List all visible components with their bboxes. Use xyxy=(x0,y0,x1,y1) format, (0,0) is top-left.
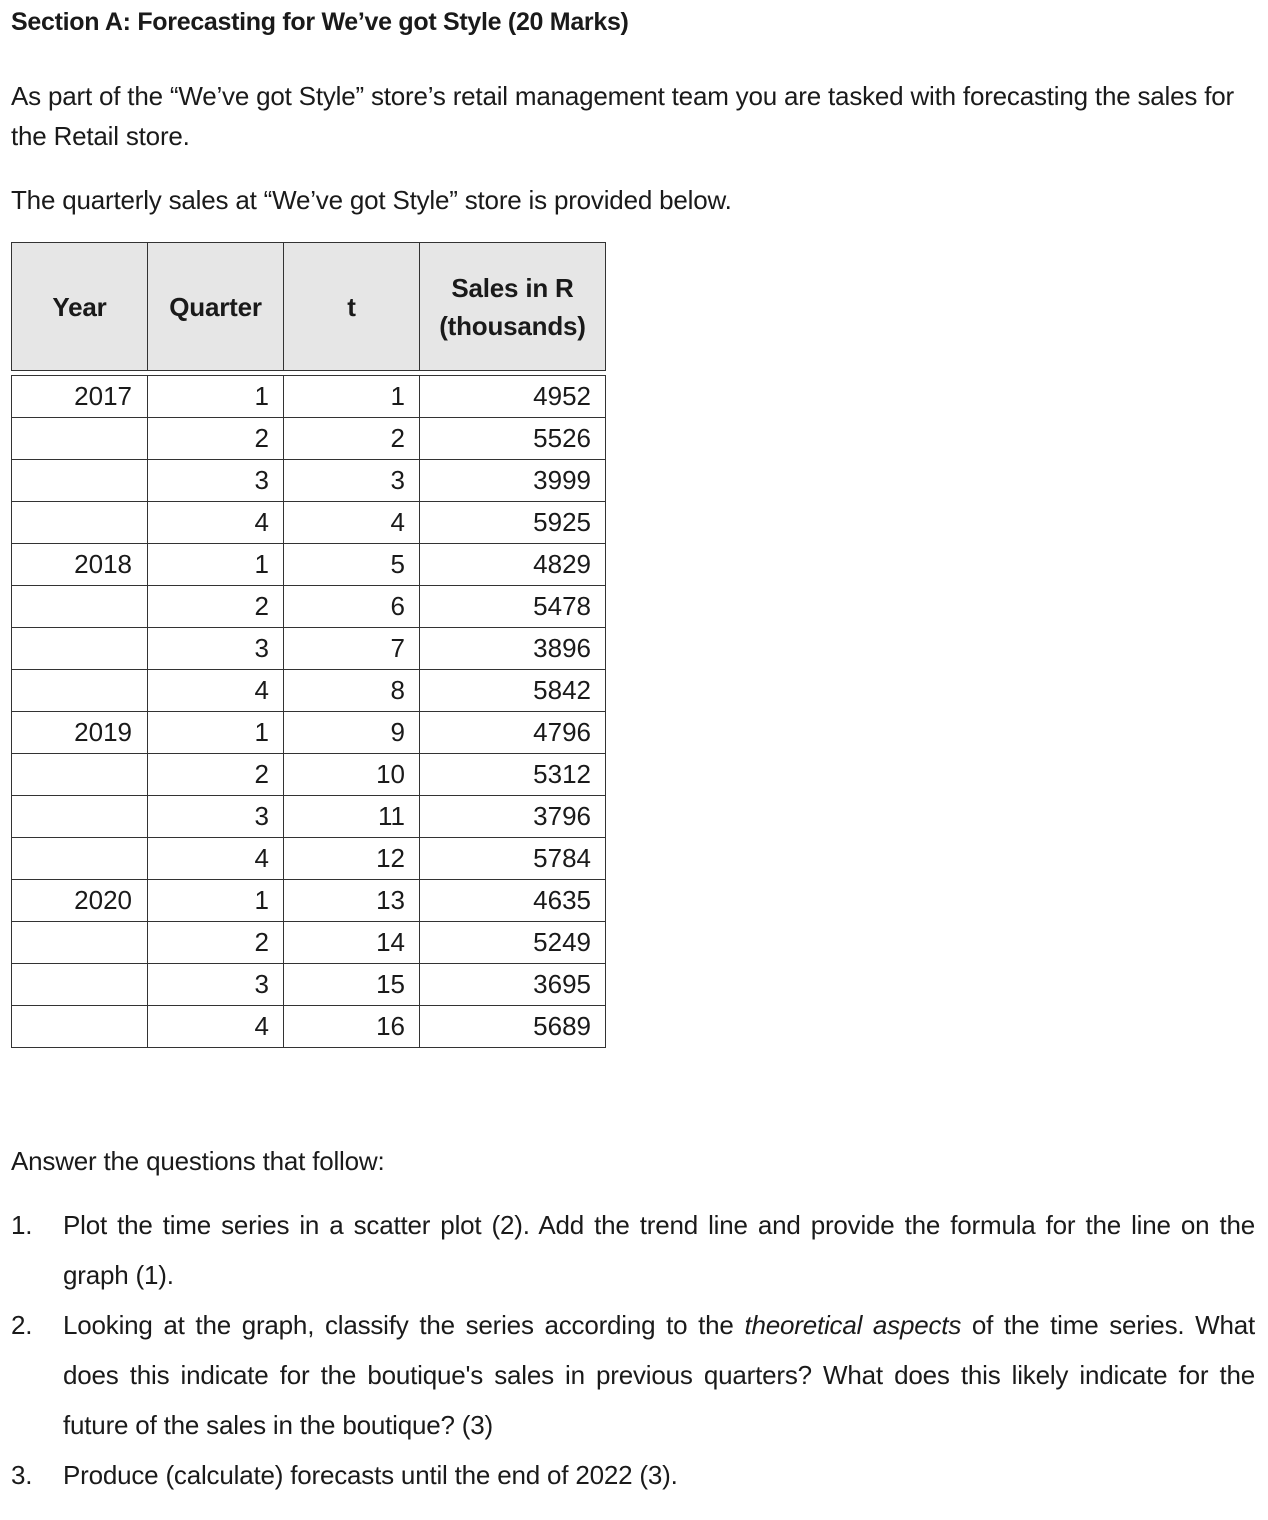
answer-intro: Answer the questions that follow: xyxy=(11,1146,385,1176)
question-text-emphasis: theoretical aspects xyxy=(744,1310,962,1340)
cell-quarter: 1 xyxy=(148,712,284,754)
table-row xyxy=(12,460,606,502)
question-text-after: of the time series. What does this indicate for the boutique's sales in previous quarters? What does this likely indicate for the future of the sales in the boutique? (3) xyxy=(63,1310,1256,1440)
cell-sales: 4952 xyxy=(420,376,606,418)
cell-quarter: 4 xyxy=(148,670,284,712)
cell-quarter: 3 xyxy=(148,796,284,838)
cell-t: 6 xyxy=(284,586,420,628)
intro-paragraph: As part of the “We’ve got Style” store’s retail management team you are tasked with forecasting the sales for the Retail store. xyxy=(11,81,1234,151)
table-row xyxy=(12,880,606,922)
question-item xyxy=(11,1450,1255,1500)
table-row xyxy=(12,586,606,628)
question-item xyxy=(11,1200,1255,1300)
cell-sales: 3796 xyxy=(420,796,606,838)
cell-quarter: 2 xyxy=(148,754,284,796)
header-year: Year xyxy=(12,243,148,371)
cell-sales: 5312 xyxy=(420,754,606,796)
header-sales-line2: (thousands) xyxy=(439,310,586,341)
cell-sales: 5842 xyxy=(420,670,606,712)
cell-t: 7 xyxy=(284,628,420,670)
table-row xyxy=(12,502,606,544)
cell-year: 2020 xyxy=(12,880,148,922)
header-quarter: Quarter xyxy=(148,243,284,371)
table-body xyxy=(12,371,606,1048)
cell-t: 10 xyxy=(284,754,420,796)
table-row xyxy=(12,544,606,586)
cell-sales: 5249 xyxy=(420,922,606,964)
cell-t: 14 xyxy=(284,922,420,964)
cell-t: 4 xyxy=(284,502,420,544)
cell-t: 16 xyxy=(284,1006,420,1048)
cell-sales: 5478 xyxy=(420,586,606,628)
cell-quarter: 3 xyxy=(148,628,284,670)
table-lead-paragraph: The quarterly sales at “We’ve got Style” store is provided below. xyxy=(11,185,732,215)
table-header-row xyxy=(12,243,606,371)
cell-sales: 5689 xyxy=(420,1006,606,1048)
cell-t: 11 xyxy=(284,796,420,838)
cell-t: 8 xyxy=(284,670,420,712)
cell-year xyxy=(12,1006,148,1048)
cell-year: 2017 xyxy=(12,376,148,418)
cell-t: 1 xyxy=(284,376,420,418)
cell-year: 2019 xyxy=(12,712,148,754)
cell-quarter: 4 xyxy=(148,1006,284,1048)
cell-sales: 3896 xyxy=(420,628,606,670)
cell-quarter: 3 xyxy=(148,964,284,1006)
question-text: Produce (calculate) forecasts until the end of 2022 (3). xyxy=(63,1460,678,1490)
table-row xyxy=(12,754,606,796)
cell-year xyxy=(12,796,148,838)
cell-t: 13 xyxy=(284,880,420,922)
cell-t: 2 xyxy=(284,418,420,460)
cell-t: 15 xyxy=(284,964,420,1006)
cell-t: 12 xyxy=(284,838,420,880)
table-row xyxy=(12,712,606,754)
cell-sales: 5784 xyxy=(420,838,606,880)
table-row xyxy=(12,670,606,712)
cell-sales: 4829 xyxy=(420,544,606,586)
question-number: 2. xyxy=(11,1310,33,1340)
cell-year xyxy=(12,838,148,880)
cell-quarter: 4 xyxy=(148,838,284,880)
cell-quarter: 2 xyxy=(148,586,284,628)
question-number: 1. xyxy=(11,1210,33,1240)
question-number: 3. xyxy=(11,1460,33,1490)
table-row xyxy=(12,922,606,964)
cell-quarter: 1 xyxy=(148,544,284,586)
cell-sales: 5925 xyxy=(420,502,606,544)
table-row xyxy=(12,964,606,1006)
question-item xyxy=(11,1300,1255,1450)
cell-year xyxy=(12,964,148,1006)
cell-sales: 3695 xyxy=(420,964,606,1006)
cell-year xyxy=(12,418,148,460)
table-row xyxy=(12,628,606,670)
cell-year xyxy=(12,754,148,796)
cell-year xyxy=(12,922,148,964)
questions-list xyxy=(11,1200,1255,1500)
table-row xyxy=(12,418,606,460)
cell-sales: 3999 xyxy=(420,460,606,502)
table-row xyxy=(12,1006,606,1048)
cell-quarter: 2 xyxy=(148,922,284,964)
cell-t: 5 xyxy=(284,544,420,586)
section-title: Section A: Forecasting for We’ve got Style (20 Marks) xyxy=(11,8,629,36)
table-row xyxy=(12,838,606,880)
cell-sales: 5526 xyxy=(420,418,606,460)
header-sales xyxy=(420,243,606,371)
cell-year: 2018 xyxy=(12,544,148,586)
cell-year xyxy=(12,670,148,712)
cell-quarter: 1 xyxy=(148,376,284,418)
cell-year xyxy=(12,460,148,502)
cell-sales: 4796 xyxy=(420,712,606,754)
table-row xyxy=(12,796,606,838)
cell-quarter: 4 xyxy=(148,502,284,544)
cell-quarter: 2 xyxy=(148,418,284,460)
question-text: Plot the time series in a scatter plot (2). Add the trend line and provide the formula for the line on the graph (1). xyxy=(63,1210,1255,1290)
cell-t: 9 xyxy=(284,712,420,754)
sales-table xyxy=(11,242,606,1048)
cell-quarter: 3 xyxy=(148,460,284,502)
cell-year xyxy=(12,628,148,670)
cell-t: 3 xyxy=(284,460,420,502)
cell-year xyxy=(12,586,148,628)
question-text-before: Looking at the graph, classify the series according to the xyxy=(63,1310,745,1340)
cell-quarter: 1 xyxy=(148,880,284,922)
cell-sales: 4635 xyxy=(420,880,606,922)
table-row xyxy=(12,376,606,418)
header-sales-line1: Sales in R xyxy=(451,272,574,303)
cell-year xyxy=(12,502,148,544)
header-t: t xyxy=(284,243,420,371)
